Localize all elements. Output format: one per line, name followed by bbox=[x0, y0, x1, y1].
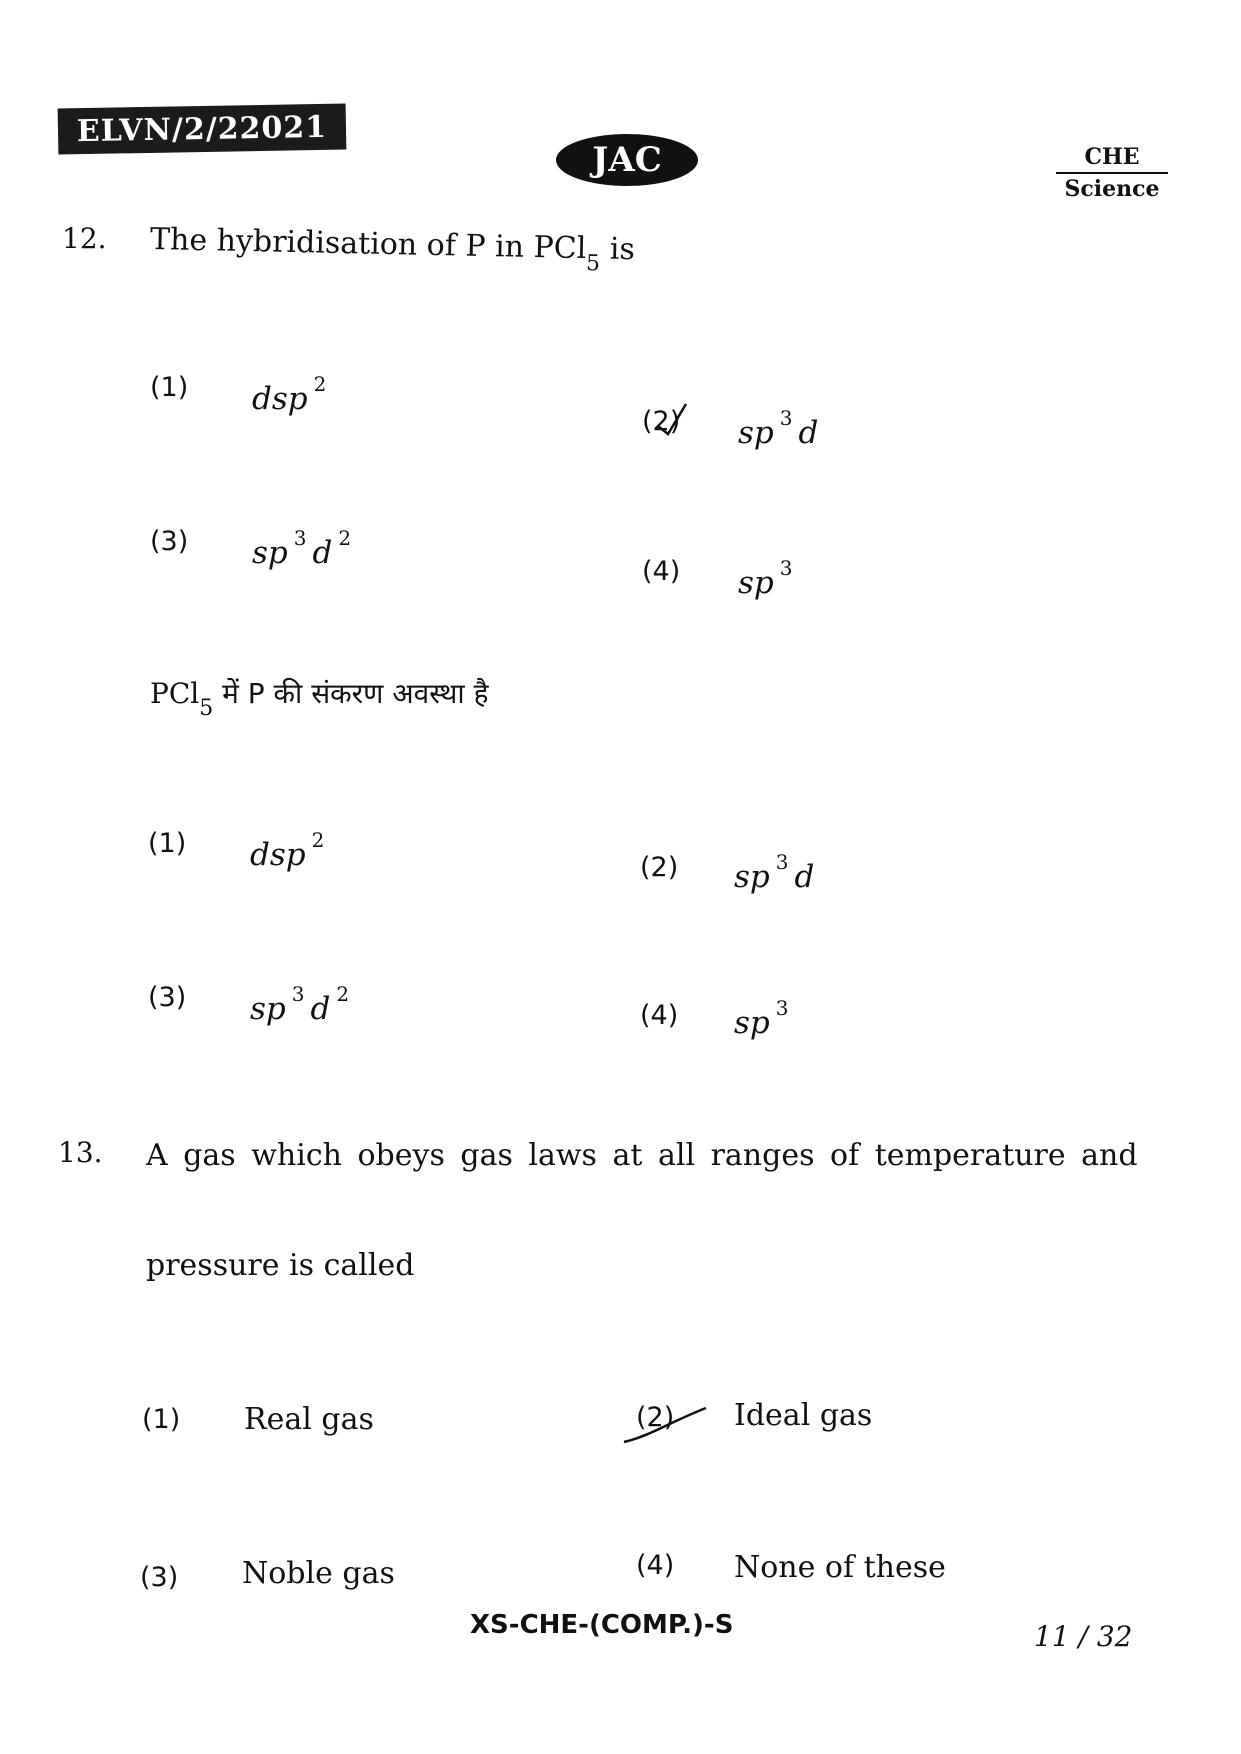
question-text-13-line1: A gas which obeys gas laws at all ranges of temperature and bbox=[146, 1138, 1138, 1173]
q13-option-4-number: (4) bbox=[636, 1550, 675, 1581]
question-text-13-line2: pressure is called bbox=[146, 1248, 415, 1283]
question-text-12-hi: PCl$_5$ में P की संकरण अवस्था है bbox=[150, 677, 489, 721]
q12-option-2-value: sp $^3$ d bbox=[738, 406, 819, 451]
answer-tick-mark-icon bbox=[620, 1402, 710, 1448]
q12-hi-option-3-value: sp $^3$ d $^2$ bbox=[250, 982, 350, 1027]
board-logo: JAC bbox=[556, 134, 698, 186]
q12-hi-option-1-value: dsp $^2$ bbox=[250, 828, 325, 873]
question-text-12-en: The hybridisation of P in PCl$_5$ is bbox=[149, 222, 636, 277]
question-number-12: 12. bbox=[62, 222, 107, 255]
q13-option-1-number: (1) bbox=[142, 1404, 181, 1435]
answer-tick-mark-icon bbox=[652, 400, 692, 440]
subject-code: CHE bbox=[1056, 144, 1168, 174]
q13-option-1-label: Real gas bbox=[244, 1402, 374, 1437]
q12-option-1-value: dsp $^2$ bbox=[252, 372, 327, 417]
q12-hi-option-4-number: (4) bbox=[640, 1000, 679, 1031]
q13-option-3-label: Noble gas bbox=[242, 1556, 395, 1591]
q12-option-2-number: (2) bbox=[642, 406, 681, 437]
subject-name: Science bbox=[1064, 176, 1160, 202]
paper-code: ELVN/2/22021 bbox=[58, 103, 347, 154]
footer-paper-code: XS-CHE-(COMP.)-S bbox=[470, 1610, 734, 1640]
q12-option-4-value: sp $^3$ bbox=[738, 556, 793, 601]
q12-hi-option-4-value: sp $^3$ bbox=[734, 996, 789, 1041]
q12-option-4-number: (4) bbox=[642, 556, 681, 587]
q12-hi-option-3-number: (3) bbox=[148, 982, 187, 1013]
page-number: 11 / 32 bbox=[1034, 1620, 1133, 1653]
q12-option-1-number: (1) bbox=[150, 372, 189, 403]
q13-option-2-label: Ideal gas bbox=[734, 1398, 873, 1433]
q12-hi-option-1-number: (1) bbox=[148, 828, 187, 859]
q13-option-3-number: (3) bbox=[140, 1562, 179, 1593]
q12-option-3-number: (3) bbox=[150, 526, 189, 557]
q12-option-3-value: sp $^3$ d $^2$ bbox=[252, 526, 352, 571]
subject-label bbox=[1056, 144, 1168, 202]
q12-hi-option-2-number: (2) bbox=[640, 852, 679, 883]
q13-option-4-label: None of these bbox=[734, 1550, 946, 1585]
q13-option-2-number: (2) bbox=[636, 1402, 675, 1433]
q12-hi-option-2-value: sp $^3$ d bbox=[734, 850, 815, 895]
question-number-13: 13. bbox=[58, 1136, 103, 1169]
